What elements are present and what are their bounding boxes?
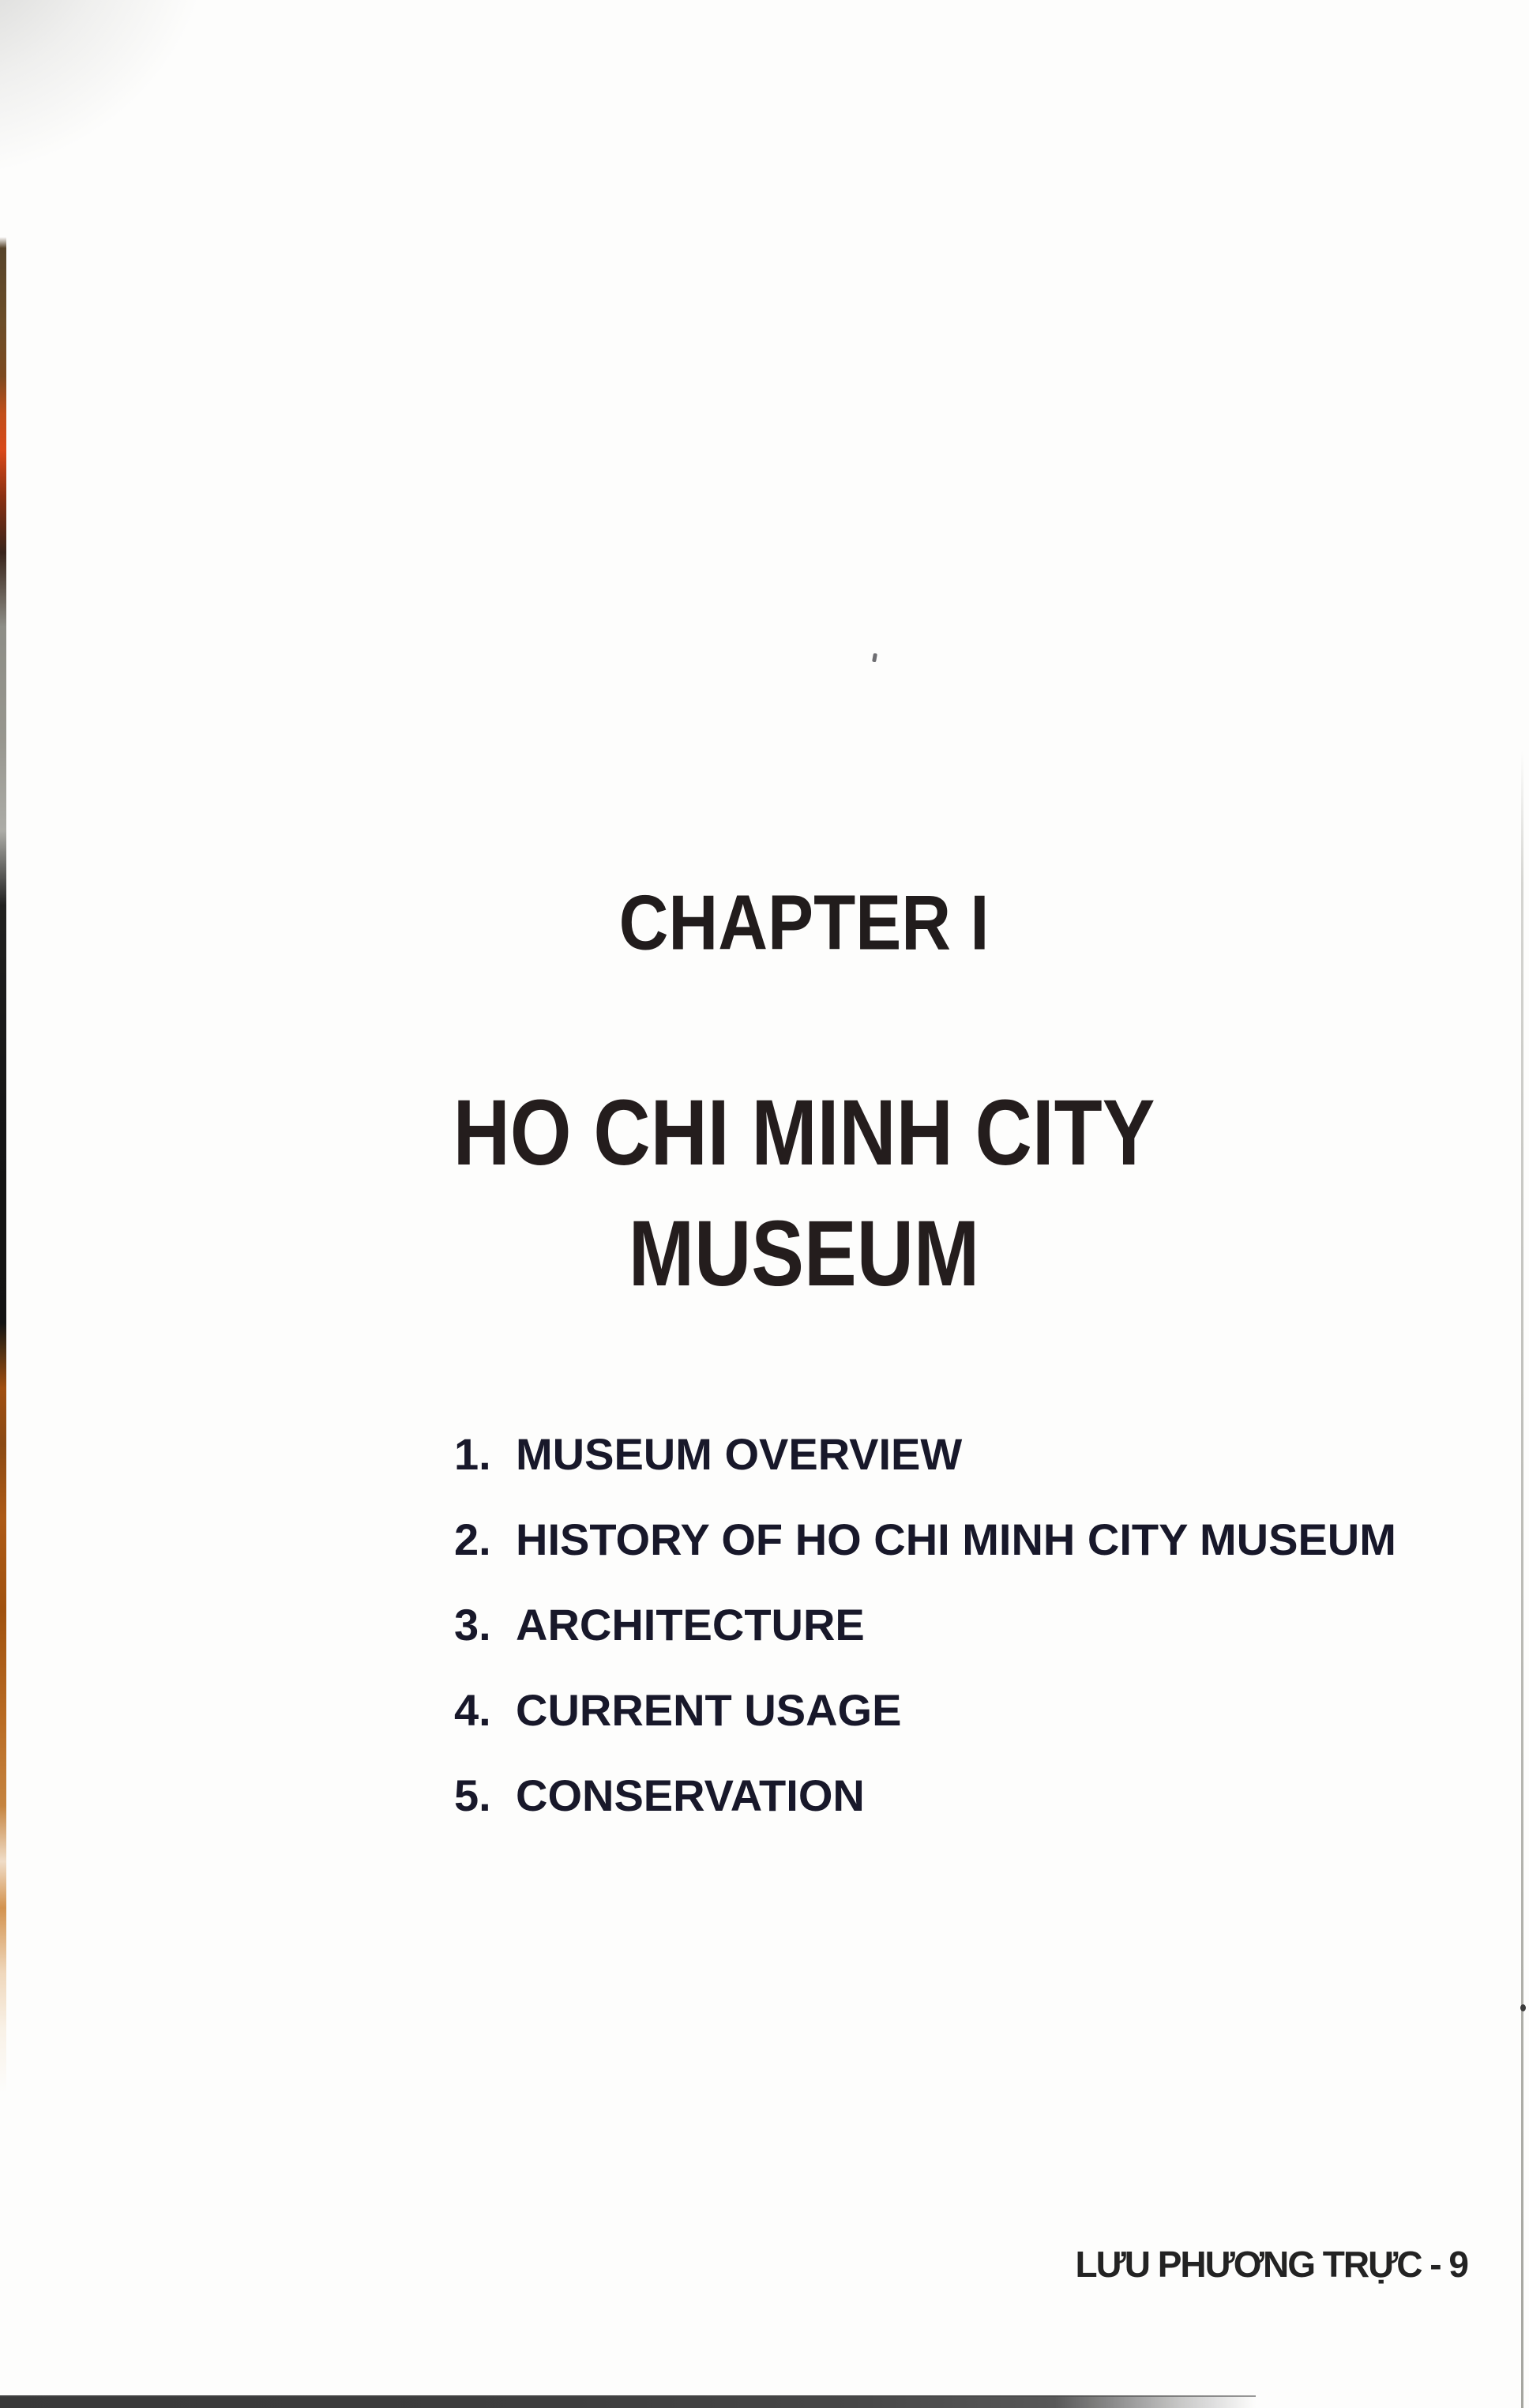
list-item-number: 1. (454, 1429, 491, 1479)
list-item-number: 5. (454, 1770, 491, 1820)
page-title-line-2: MUSEUM (628, 1202, 980, 1307)
scan-artifact-bottom-edge-strip (0, 2395, 1256, 2408)
list-item-label: CURRENT USAGE (516, 1685, 902, 1735)
scan-shadow-top-left-corner (0, 0, 205, 174)
scan-speck-above-title (872, 653, 877, 663)
scan-artifact-right-page-edge-line (1521, 751, 1523, 2408)
list-item (454, 1514, 1482, 1564)
list-item (454, 1685, 1482, 1735)
list-item-label: HISTORY OF HO CHI MINH CITY MUSEUM (516, 1514, 1396, 1564)
list-item-label: MUSEUM OVERVIEW (516, 1429, 963, 1479)
list-item-label: ARCHITECTURE (516, 1600, 865, 1650)
page-title-line-1: HO CHI MINH CITY (453, 1080, 1155, 1185)
page-number: 9 (1448, 2244, 1467, 2285)
list-item (454, 1429, 1482, 1479)
list-item-number: 4. (454, 1685, 491, 1735)
list-item-number: 3. (454, 1600, 491, 1650)
page-title (79, 1072, 1529, 1315)
footer-separator: - (1421, 2244, 1449, 2285)
list-item-number: 2. (454, 1514, 491, 1564)
list-item-label: CONSERVATION (516, 1770, 865, 1820)
list-item (454, 1770, 1482, 1820)
footer-author: LƯU PHƯƠNG TRỰC (1075, 2244, 1422, 2285)
page-footer (1075, 2244, 1467, 2285)
scan-artifact-left-edge-strip (0, 237, 6, 2094)
chapter-contents-list (454, 1429, 1482, 1859)
chapter-heading: CHAPTER I (618, 879, 990, 966)
scan-speck-right-edge (1520, 2004, 1526, 2011)
list-item (454, 1600, 1482, 1650)
